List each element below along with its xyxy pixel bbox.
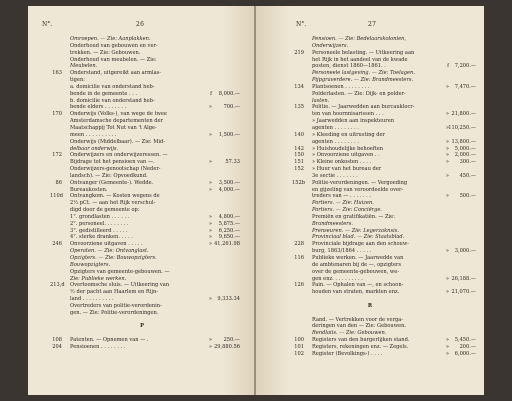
entry-text: meen . . . . . . . . . . [70,131,117,138]
index-entry [28,139,256,146]
entry-amount: 7,200.— [454,63,476,70]
entry-text: Bouwopzigters. [70,261,111,268]
index-entry [28,125,256,132]
index-entry [28,118,256,125]
entry-text: Onderwijzers-genootschap (Neder- [70,166,161,173]
currency-mark: » [445,159,449,166]
currency-mark: » [445,343,449,350]
entry-text: Overtreders van politie-verordenin- [70,302,162,309]
entry-text: over de gemeente-gebouwen, we- [312,268,399,275]
entry-number: 219 [294,49,304,56]
index-entry [256,262,484,269]
entry-text: P [140,323,144,330]
entry-text: ½ der pacht aan Haarlem en Rijn- [70,289,158,296]
entry-text: Opzigters van gemeente-gebouwen. — [70,268,170,275]
entry-text: » Kleine onkosten . . . . [312,159,372,166]
index-entries [256,36,484,358]
entry-number: 170 [52,111,62,118]
entry-text: trekken. — Zie: Gebouwen. [70,49,141,56]
entry-text: Meubelen. [70,63,98,70]
currency-mark: » [208,220,212,227]
entry-text: gen. — Zie: Politie-verordeningen. [70,309,159,316]
entry-text: » Kleeding en uitrusting der [312,131,385,138]
index-entry [256,57,484,64]
index-entry [256,296,484,303]
entry-amount: 26,188.— [451,275,476,282]
index-entry [256,166,484,173]
entry-text: Ontvangkom. — Kosten wegens de [70,193,160,200]
entry-text: bende in de gemeente . . . [70,90,138,97]
entry-text: Bureaukosten. [70,186,108,193]
entry-text: » Onvoorziene uitgaven . . [312,152,380,159]
index-entry [256,77,484,84]
entry-text: de ambtenaren bij de —, opzigters [312,261,402,268]
entry-text: Registers van den burgerlijken stand. [312,337,410,344]
currency-mark: » [445,152,449,159]
index-entry [256,351,484,358]
entry-text: agenten . . . . . . . . [312,124,359,131]
index-entry [28,241,256,248]
index-entry [28,132,256,139]
currency-mark: » [445,275,449,282]
index-entry [28,262,256,269]
entry-text: » Huishoudelijke behoeften [312,145,384,152]
entry-number: 86 [55,179,62,186]
currency-mark: » [445,124,449,131]
index-entry [28,248,256,255]
entry-text: Pensioen. — Zie: Bedelaarskolonien, [312,36,407,42]
entry-text: Personeele lastgeving. — Zie: Toelagen. [312,70,415,77]
currency-mark: » [445,111,449,118]
index-entry [256,50,484,57]
entry-text: Bijdrage tot het pensioen van —. [70,159,155,166]
index-entry [28,111,256,118]
entry-text: ten van hoornnisarissen . . . [312,111,384,118]
index-entry [28,282,256,289]
index-entry [28,276,256,283]
entry-number: 116 [294,255,304,261]
entry-number: 163 [52,70,62,77]
index-entry [256,63,484,70]
entry-text: houden van straten, markten enz. [312,289,400,296]
entry-number: 100 [294,337,304,344]
entry-text: 2½ pCt. — aan het Rijk verschul- [70,200,156,207]
currency-mark: » [208,337,212,344]
entry-text: agenten . . . . . . . . [312,138,359,145]
index-entry [28,269,256,276]
index-entry [28,228,256,235]
entry-amount: 700.— [223,104,240,111]
entry-text: Onderstand, uitgereikt aan armlas- [70,70,161,77]
entry-amount: 13,800.— [451,138,476,145]
page-number: 26 [136,21,145,28]
section-letter [256,303,484,310]
currency-mark: » [208,186,212,193]
entry-number: 172 [52,152,62,159]
currency-mark: » [445,289,449,296]
index-entry [28,70,256,77]
currency-mark: » [208,213,212,220]
entry-amount: 5,875.— [218,220,240,227]
index-entry [256,125,484,132]
entry-amount: 21,070.— [451,289,476,296]
index-entry [256,255,484,262]
entry-number: 126 [294,282,304,289]
entry-text: Pain. — Ophalen van —, en schoon- [312,282,404,289]
index-entry [28,310,256,317]
index-entry [256,207,484,214]
entry-text: Politie-verordeningen. — Vergoeding [312,179,408,186]
entry-text: Onvoorziene uitgaven . . . . . [70,241,143,248]
entry-amount: 7,470.— [454,83,476,90]
entry-text: Pijpgraverdere. — Zie: Brandmeesters. [312,77,414,84]
entry-text: Overtoomsche sluis. — Uitkeering van [70,282,170,289]
entry-number: 228 [294,241,304,248]
currency-mark: » [445,145,449,152]
entry-text: Rand. — Vertrekken voor de verga- [312,316,404,323]
entry-text: Onderwijs (Middelbaar). — Zie: Mid- [70,138,166,145]
entry-amount: 250.— [223,337,240,344]
index-entry [256,180,484,187]
entry-text: 3°. gedistilleerd . . . . . [70,227,128,234]
currency-mark: » [445,193,449,200]
index-entry [28,296,256,303]
index-entry [256,152,484,159]
entry-text: Omroepen. — Zie: Aanplakken. [70,36,151,42]
entry-text: R [367,302,373,309]
column-label: N°. [296,21,307,28]
entry-number: 151 [294,159,304,166]
entry-number: 246 [52,241,62,248]
index-entry [256,228,484,235]
entry-text: het Rijk in het aandeel van de kwade [312,56,408,63]
entry-amount: 41,261.98 [214,241,240,248]
entry-text: Onderhoud van meubelen. — Zie: [70,56,157,63]
entry-text: 3e sectie . . . . . . . [312,172,358,179]
entry-number: 152 [294,166,304,173]
index-entry [256,193,484,200]
entry-text: b. domicilie van onderstand heb- [70,97,155,104]
currency-mark: » [445,83,449,90]
entry-amount: 8,000.— [218,90,240,97]
index-entry [28,337,256,344]
index-entry [256,337,484,344]
index-entry [256,310,484,317]
currency-mark: f [447,63,449,70]
entry-text: Publieke werken. — Jaarwedde van [312,255,404,261]
section-letter [28,323,256,330]
index-entry [28,173,256,180]
entry-text: treders van — . . . . . . . [312,193,372,200]
entry-text: lasten. [312,97,330,104]
entry-text: tigen: [70,77,85,84]
entry-text: Amsterdamsche departementen der [70,118,163,125]
entry-amount: 9,650.— [218,234,240,241]
index-entry [28,234,256,241]
entry-text: Patenten. — Opnemen van — . [70,337,149,344]
entry-amount: 21,800.— [451,111,476,118]
index-entry [256,200,484,207]
index-entry [256,43,484,50]
entry-text: Registers, rekeningen enz. — Zegels. [312,343,409,350]
index-entry [256,248,484,255]
entry-amount: 500.— [459,193,476,200]
entry-text: 4°. sterke dranken. . . . . [70,234,133,241]
index-entry [256,276,484,283]
index-entry [28,200,256,207]
entry-text: Prenseuren. — Zie: Legerzaknsis. [312,227,399,234]
entry-text: Plantsoenen . . . . . . . . [312,83,370,90]
entry-text: land . . . . . . . . . . [70,296,114,303]
entry-text: Ontvanger (Gemeente-). Wedde. [70,179,154,186]
index-entry [28,50,256,57]
index-entry [28,303,256,310]
index-entry [28,146,256,153]
entry-amount: 4,000.— [218,186,240,193]
currency-mark: » [208,234,212,241]
index-entry [28,57,256,64]
entry-text: Brandmeesters. [312,220,353,227]
index-entry [28,193,256,200]
entry-number: 152b [292,179,305,186]
entry-number: 108 [52,337,62,344]
index-entry [28,187,256,194]
entry-number: 142 [294,145,304,152]
currency-mark: » [445,248,449,255]
entry-text: Opzigters. — Zie: Bouwopzigters. [70,255,157,261]
index-entry [256,104,484,111]
entry-text: 1°. grondlasten . . . . . . [70,213,130,220]
index-entry [28,221,256,228]
index-entry [28,159,256,166]
index-entry [256,70,484,77]
entry-number: 213,d [50,282,65,289]
currency-mark: » [208,296,212,303]
entry-text: deringen van den — Zie: Gebouwen. [312,323,406,330]
entry-amount: 3,000.— [454,248,476,255]
entry-amount: 6,000.— [454,350,476,357]
currency-mark: » [445,350,449,357]
index-entry [256,84,484,91]
currency-mark: f [210,90,212,97]
entry-number: 140 [294,131,304,138]
index-entry [28,36,256,43]
index-entry [256,111,484,118]
entry-text: Operaten. — Zie: Ontvanglast. [70,248,149,255]
index-entry [28,180,256,187]
currency-mark: » [208,104,212,111]
entry-amount: 9,333.34 [217,296,240,303]
entry-amount: 2,000.— [454,152,476,159]
index-entry [256,289,484,296]
index-entry [256,173,484,180]
index-entry [28,166,256,173]
index-entry [28,77,256,84]
index-entry [256,36,484,43]
index-entry [256,91,484,98]
index-entry [28,214,256,221]
index-entry [28,43,256,50]
index-entry [256,118,484,125]
entry-text: Maatschappij Tot Nut van 't Alge- [70,124,157,131]
index-entry [256,317,484,324]
left-page [28,6,257,395]
entry-text: 2°. personeel. . . . . . . . [70,220,129,227]
entry-text: posten, dienst 1860—1861. . [312,63,386,70]
entry-number: 134 [294,83,304,90]
currency-mark: » [208,179,212,186]
entry-text: en gijzeling van veroordeelde over- [312,186,404,193]
index-entry [28,317,256,324]
currency-mark: » [208,159,212,166]
entry-text: Onderwijzers en onderwijzeressen. — [70,152,168,159]
entry-text: Provinciaal blad. — Zie: Staatsblad. [312,234,405,241]
right-page [256,6,484,395]
entry-number: 110d [50,193,63,200]
index-entry [256,330,484,337]
entry-amount: 200.— [459,343,476,350]
entry-text: Politie. — Jaarwedden aan burcauklocr- [312,104,415,111]
entry-text: landsch). — Zie: Opvoedkund. [70,172,148,179]
entry-number: 135 [294,104,304,111]
index-entries [28,36,256,351]
currency-mark: » [208,241,212,248]
index-entry [256,146,484,153]
index-entry [256,344,484,351]
index-entry [256,139,484,146]
entry-number: 102 [294,350,304,357]
entry-amount: 57.33 [225,159,240,166]
index-entry [256,187,484,194]
entry-text: Personeele belasting. — Uitkeering aan [312,49,415,56]
currency-mark: » [445,337,449,344]
entry-number: 101 [294,343,304,350]
column-label: N°. [42,21,53,28]
index-entry [28,255,256,262]
entry-text: digd door de gemeente op: [70,207,140,214]
index-entry [256,214,484,221]
entry-amount: 300.— [459,159,476,166]
index-entry [256,159,484,166]
entry-text: Polderlasten. — Zie: Dijk- en polder- [312,90,406,97]
currency-mark: » [208,131,212,138]
entry-amount: 29,880.56 [214,343,240,350]
currency-mark: » [445,172,449,179]
entry-text: » Huur van het bureau der [312,166,382,173]
entry-text: Onderhoud van gebouwen en ver- [70,42,158,49]
entry-text: a. domicilie van onderstand heb- [70,83,155,90]
entry-amount: 4,800.— [218,213,240,220]
index-entry [28,104,256,111]
entry-amount: 3,500.— [218,179,240,186]
entry-text: bende elders . . . . . . . [70,104,127,111]
entry-text: gen enz. . . . . . . . . . [312,275,363,282]
entry-text: Provinciale bijdrage aan den schouw- [312,241,409,248]
entry-text: Onderwijs (Volks-), van wege de twee [70,111,167,118]
index-entry [256,98,484,105]
index-entry [28,344,256,351]
index-entry [256,269,484,276]
entry-text: » Jaarwedden aan inspekteuren [312,118,395,125]
index-entry [28,152,256,159]
index-entry [28,98,256,105]
entry-text: Rendlaiis. — Zie: Gebouwen. [312,330,387,337]
index-entry [256,282,484,289]
entry-text: Portiers. — Zie: Conciërge. [312,207,383,214]
index-entry [256,241,484,248]
currency-mark: » [208,227,212,234]
index-entry [256,234,484,241]
currency-mark: » [208,343,212,350]
index-entry [256,132,484,139]
entry-text: burg, 1863/1864 . . . . . [312,248,372,255]
entry-amount: 450.— [459,172,476,179]
index-entry [28,84,256,91]
currency-mark: » [445,138,449,145]
entry-text: Zie: Publieke werken. [70,275,127,282]
index-entry [28,91,256,98]
entry-text: Register (Bevolkings-) . . . . [312,350,383,357]
entry-text: Onderwijzers. [312,42,349,49]
index-entry [256,323,484,330]
index-entry [28,207,256,214]
index-entry [28,63,256,70]
entry-number: 150 [294,152,304,159]
entry-text: Pensioenen . . . . . . . . [70,343,126,350]
entry-number: 204 [52,343,62,350]
entry-text: Portiers. — Zie: Huizen. [312,200,374,207]
entry-text: Premiën en gratifikatiën. — Zie: [312,213,395,220]
index-entry [28,330,256,337]
entry-amount: 1,500.— [218,131,240,138]
entry-amount: 6,250.— [218,227,240,234]
entry-amount: 5,450.— [454,337,476,344]
index-entry [256,221,484,228]
entry-amount: 5,000.— [454,145,476,152]
index-entry [28,289,256,296]
entry-amount: 110,250.— [448,124,476,131]
entry-text: delbaar onderwijs. [70,145,119,152]
page-number: 27 [368,21,377,28]
